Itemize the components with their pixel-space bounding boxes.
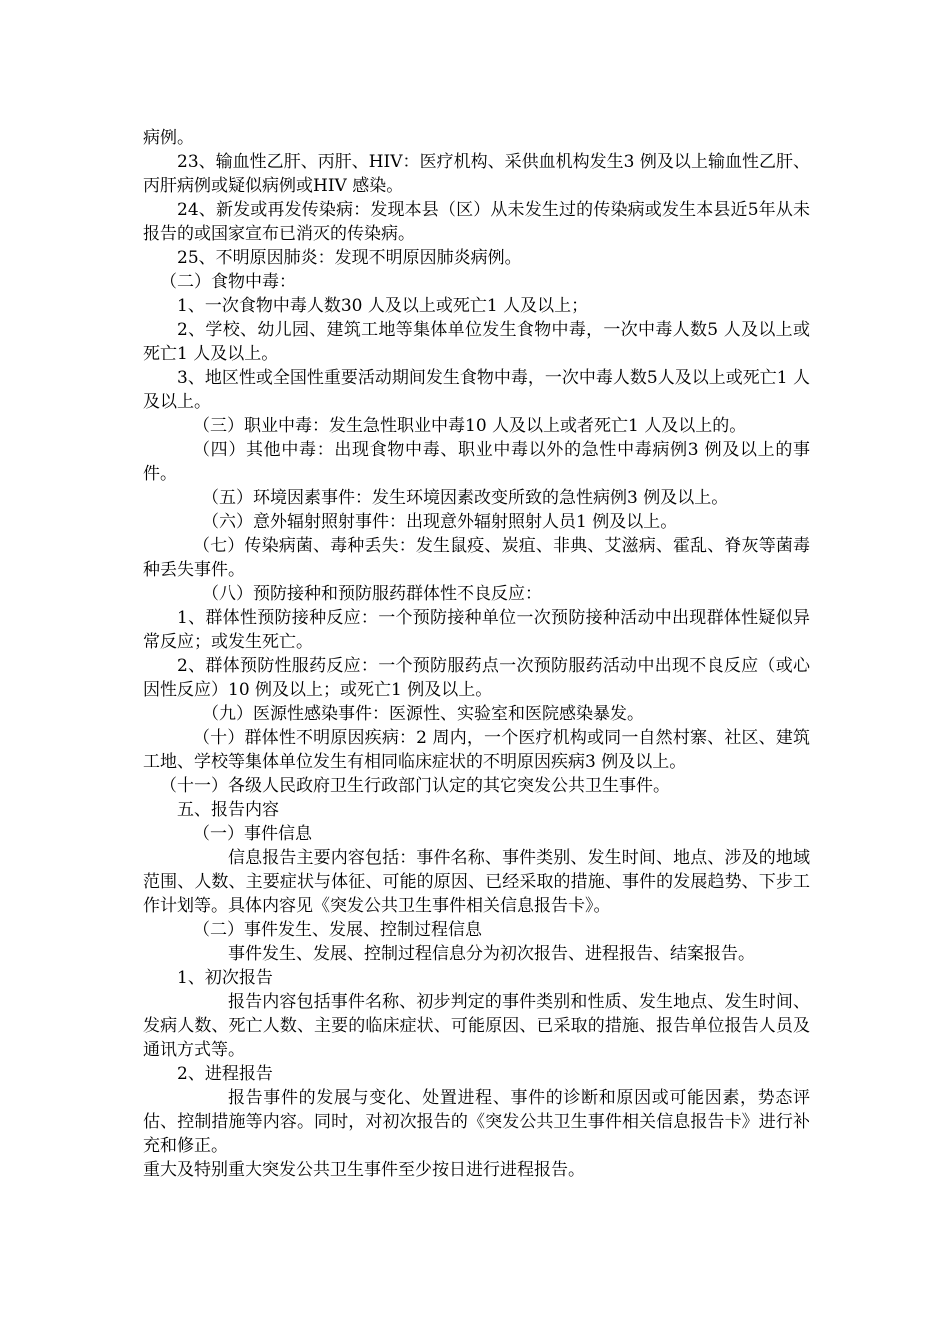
- paragraph-event-information: 信息报告主要内容包括：事件名称、事件类别、发生时间、地点、涉及的地域范围、人数、主要症状与体征、可能的原因、已经采取的措施、事件的发展趋势、下步工作计划等。具体内容见《突发公共卫生事件相关信息报告卡》。: [143, 848, 810, 916]
- paragraph-food-item-3: 3、地区性或全国性重要活动期间发生食物中毒，一次中毒人数5人及以上或死亡1 人及以上。: [143, 368, 810, 412]
- section-strain-loss: （七）传染病菌、毒种丢失：发生鼠疫、炭疽、非典、艾滋病、霍乱、脊灰等菌毒种丢失事件。: [143, 536, 810, 580]
- section-occupational-poisoning: （三）职业中毒：发生急性职业中毒10 人及以上或者死亡1 人及以上的。: [193, 416, 747, 436]
- document-body: [143, 126, 810, 1182]
- subheading-process-information: （二）事件发生、发展、控制过程信息: [193, 920, 482, 940]
- heading-report-content: 五、报告内容: [177, 800, 279, 820]
- section-radiation-events: （六）意外辐射照射事件：出现意外辐射照射人员1 例及以上。: [202, 512, 678, 532]
- paragraph-food-item-2: 2、学校、幼儿园、建筑工地等集体单位发生食物中毒，一次中毒人数5 人及以上或死亡1 人及以上。: [143, 320, 810, 364]
- paragraph-process-information: 事件发生、发展、控制过程信息分为初次报告、进程报告、结案报告。: [228, 944, 755, 964]
- section-other-poisoning: （四）其他中毒：出现食物中毒、职业中毒以外的急性中毒病例3 例及以上的事件。: [143, 440, 810, 484]
- subheading-progress-report: 2、进程报告: [177, 1064, 273, 1084]
- paragraph-item-25: 25、不明原因肺炎：发现不明原因肺炎病例。: [177, 248, 522, 268]
- section-other-events: （十一）各级人民政府卫生行政部门认定的其它突发公共卫生事件。: [160, 776, 670, 796]
- section-unknown-diseases: （十）群体性不明原因疾病：2 周内，一个医疗机构或同一自然村寨、社区、建筑工地、学校等集体单位发生有相同临床症状的不明原因疾病3 例及以上。: [143, 728, 810, 772]
- paragraph-daily-progress-report: 重大及特别重大突发公共卫生事件至少按日进行进程报告。: [143, 1160, 585, 1180]
- section-iatrogenic-infection: （九）医源性感染事件：医源性、实验室和医院感染暴发。: [202, 704, 644, 724]
- subheading-initial-report: 1、初次报告: [177, 968, 273, 988]
- section-environmental-events: （五）环境因素事件：发生环境因素改变所致的急性病例3 例及以上。: [202, 488, 729, 508]
- paragraph-progress-report: 报告事件的发展与变化、处置进程、事件的诊断和原因或可能因素，势态评估、控制措施等内容。同时，对初次报告的《突发公共卫生事件相关信息报告卡》进行补充和修正。: [143, 1088, 810, 1156]
- paragraph-initial-report: 报告内容包括事件名称、初步判定的事件类别和性质、发生地点、发生时间、发病人数、死亡人数、主要的临床症状、可能原因、已采取的措施、报告单位报告人员及通讯方式等。: [143, 992, 810, 1060]
- section-food-poisoning-heading: （二）食物中毒：: [160, 272, 296, 292]
- paragraph-item-24: 24、新发或再发传染病：发现本县（区）从未发生过的传染病或发生本县近5年从未报告的或国家宣布已消灭的传染病。: [143, 200, 810, 244]
- paragraph-vaccination-item-1: 1、群体性预防接种反应：一个预防接种单位一次预防接种活动中出现群体性疑似异常反应；或发生死亡。: [143, 608, 810, 652]
- section-vaccination-reactions-heading: （八）预防接种和预防服药群体性不良反应：: [202, 584, 542, 604]
- paragraph-item-23: 23、输血性乙肝、丙肝、HIV：医疗机构、采供血机构发生3 例及以上输血性乙肝、丙肝病例或疑似病例或HIV 感染。: [143, 152, 810, 196]
- paragraph-vaccination-item-2: 2、群体预防性服药反应：一个预防服药点一次预防服药活动中出现不良反应（或心因性反应）10 例及以上；或死亡1 例及以上。: [143, 656, 810, 700]
- paragraph-food-item-1: 1、一次食物中毒人数30 人及以上或死亡1 人及以上；: [177, 296, 589, 316]
- paragraph-case-continuation: 病例。: [143, 128, 194, 148]
- subheading-event-information: （一）事件信息: [193, 824, 312, 844]
